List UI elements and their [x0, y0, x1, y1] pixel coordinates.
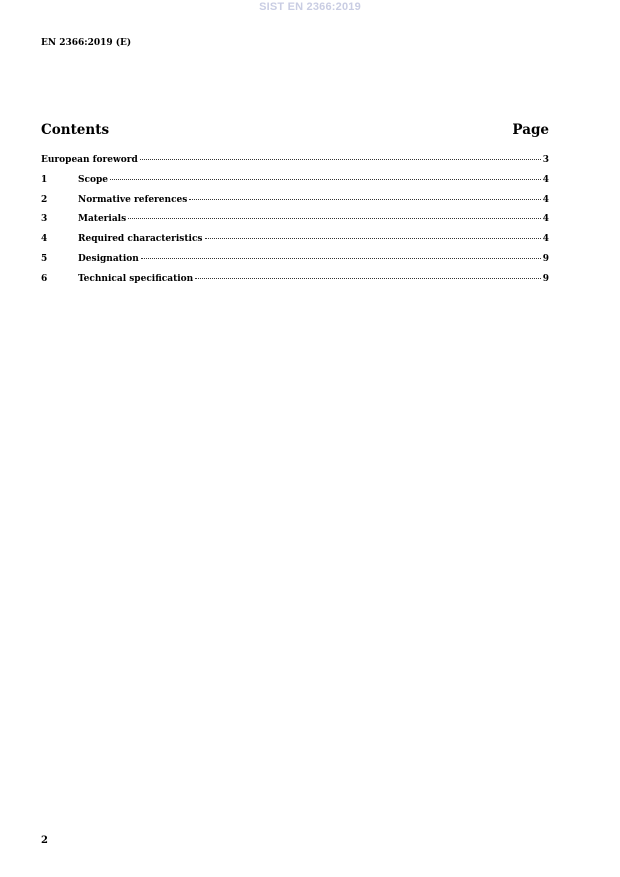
toc-entry-title: Technical specification — [78, 273, 194, 284]
toc-entry-title: Designation — [78, 253, 139, 264]
toc-entry-scope[interactable] — [41, 175, 549, 195]
toc-entry-page: 4 — [542, 174, 549, 185]
table-of-contents — [41, 155, 549, 294]
contents-title: Contents — [41, 122, 110, 138]
toc-leader-dots — [189, 199, 540, 200]
toc-entry-title: Materials — [78, 214, 127, 225]
toc-leader-dots — [140, 159, 541, 160]
page-number: 2 — [41, 835, 48, 846]
toc-entry-number: 6 — [41, 273, 48, 284]
toc-entry-title: European foreword — [41, 155, 138, 165]
toc-leader-dots — [128, 218, 541, 219]
toc-entry-title: Required characteristics — [78, 234, 203, 245]
toc-entry-designation[interactable] — [41, 254, 549, 274]
toc-entry-number: 3 — [41, 214, 48, 225]
toc-entry-number: 1 — [41, 174, 48, 185]
toc-leader-dots — [141, 258, 541, 259]
toc-entry-title: Scope — [78, 174, 109, 185]
document-identifier: EN 2366:2019 (E) — [41, 38, 132, 48]
toc-entry-page: 9 — [542, 253, 549, 264]
toc-entry-european-foreword[interactable] — [41, 155, 549, 175]
toc-leader-dots — [205, 238, 541, 239]
toc-entry-technical-specification[interactable] — [41, 274, 549, 294]
toc-entry-number: 2 — [41, 194, 48, 205]
toc-entry-required-characteristics[interactable] — [41, 234, 549, 254]
toc-entry-page: 4 — [542, 214, 549, 225]
toc-entry-normative-references[interactable] — [41, 195, 549, 215]
toc-entry-page: 4 — [542, 194, 549, 205]
toc-leader-dots — [195, 278, 541, 279]
toc-entry-title: Normative references — [78, 194, 188, 205]
toc-entry-number: 4 — [41, 234, 48, 245]
toc-entry-page: 3 — [542, 155, 549, 165]
page-column-label: Page — [512, 122, 549, 138]
toc-leader-dots — [110, 179, 541, 180]
watermark: SIST EN 2366:2019 — [259, 1, 361, 13]
toc-entry-page: 9 — [542, 273, 549, 284]
contents-heading — [41, 122, 549, 138]
toc-entry-page: 4 — [542, 234, 549, 245]
toc-entry-number: 5 — [41, 253, 48, 264]
toc-entry-materials[interactable] — [41, 214, 549, 234]
